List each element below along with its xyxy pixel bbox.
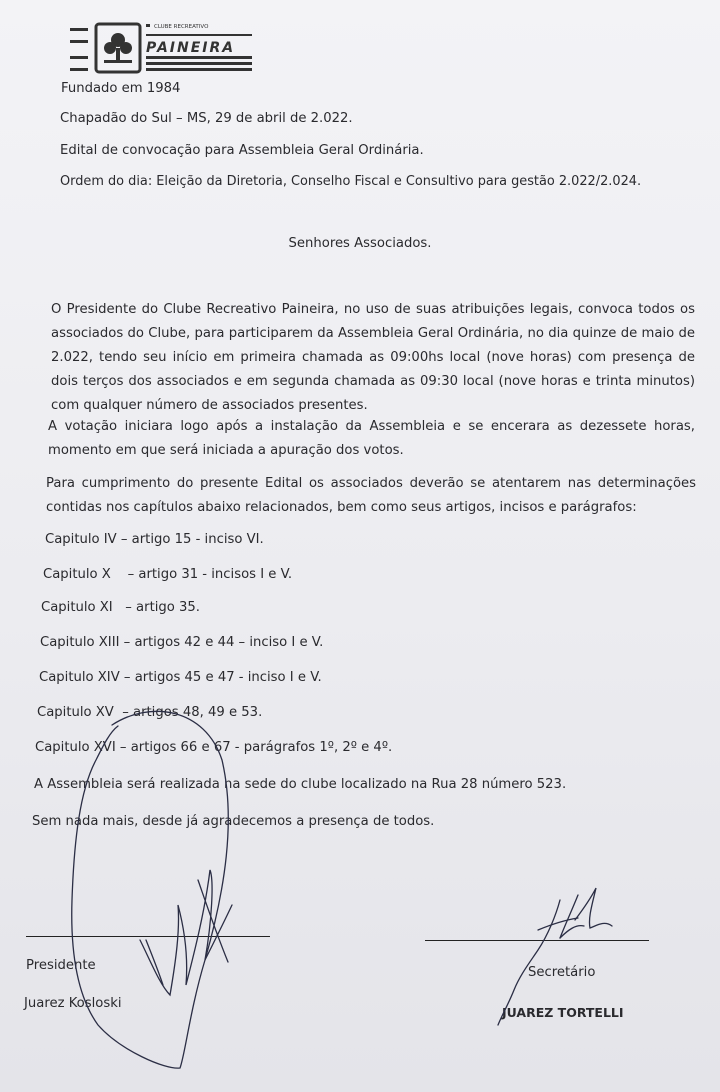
president-name: Juarez Kosloski bbox=[24, 996, 122, 1011]
signature-line-right bbox=[425, 940, 649, 941]
chapter-item: Capitulo XVI – artigos 66 e 67 - parágrafos 1º, 2º e 4º. bbox=[35, 740, 393, 755]
club-logo bbox=[66, 20, 256, 78]
paragraph-convocation: O Presidente do Clube Recreativo Paineira, no uso de suas atribuições legais, convoca todos os associados do Clube, para participarem da Assembleia Geral Ordinária, no dia quinze de maio de 2.022, tendo seu início em primeira chamada as 09:00hs local (nove horas) com presença de dois terços dos associados e em segunda chamada as 09:30 local (nove horas e trinta minutos) com qualquer número de associados presentes. bbox=[51, 302, 695, 413]
secretary-title: Secretário bbox=[528, 965, 596, 980]
paragraph-voting: A votação iniciara logo após a instalação da Assembleia e se encerara as dezessete horas, momento em que será iniciada a apuração dos votos. bbox=[48, 419, 695, 458]
edital-title: Edital de convocação para Assembleia Geral Ordinária. bbox=[60, 143, 424, 158]
place-date: Chapadão do Sul – MS, 29 de abril de 2.022. bbox=[60, 111, 353, 126]
founded-text: Fundado em 1984 bbox=[61, 81, 181, 96]
chapter-item: Capitulo XIV – artigos 45 e 47 - inciso I e V. bbox=[39, 670, 322, 685]
paragraph-determinations: Para cumprimento do presente Edital os associados deverão se atentarem nas determinações contidas nos capítulos abaixo relacionados, bem como seus artigos, incisos e parágrafos: bbox=[46, 476, 696, 515]
venue-text: A Assembleia será realizada na sede do clube localizado na Rua 28 número 523. bbox=[34, 777, 567, 792]
signature-line-left bbox=[26, 936, 270, 937]
president-title: Presidente bbox=[26, 958, 96, 973]
chapter-item: Capitulo XV – artigos 48, 49 e 53. bbox=[37, 705, 263, 720]
agenda-text: Ordem do dia: Eleição da Diretoria, Conselho Fiscal e Consultivo para gestão 2.022/2.024. bbox=[60, 174, 642, 189]
chapter-item: Capitulo XI – artigo 35. bbox=[41, 600, 201, 615]
greeting: Senhores Associados. bbox=[288, 236, 432, 251]
club-logo-mark bbox=[66, 20, 256, 78]
logo-name: PAINEIRA bbox=[146, 40, 236, 56]
closing-text: Sem nada mais, desde já agradecemos a presença de todos. bbox=[32, 814, 435, 829]
secretary-name: JUAREZ TORTELLI bbox=[502, 1005, 624, 1020]
chapter-item: Capitulo X – artigo 31 - incisos I e V. bbox=[43, 567, 293, 582]
chapter-item: Capitulo XIII – artigos 42 e 44 – inciso I e V. bbox=[40, 635, 324, 650]
president-signature bbox=[72, 711, 232, 1068]
logo-small-text: CLUBE RECREATIVO bbox=[154, 24, 209, 30]
chapter-item: Capitulo IV – artigo 15 - inciso VI. bbox=[45, 532, 264, 547]
